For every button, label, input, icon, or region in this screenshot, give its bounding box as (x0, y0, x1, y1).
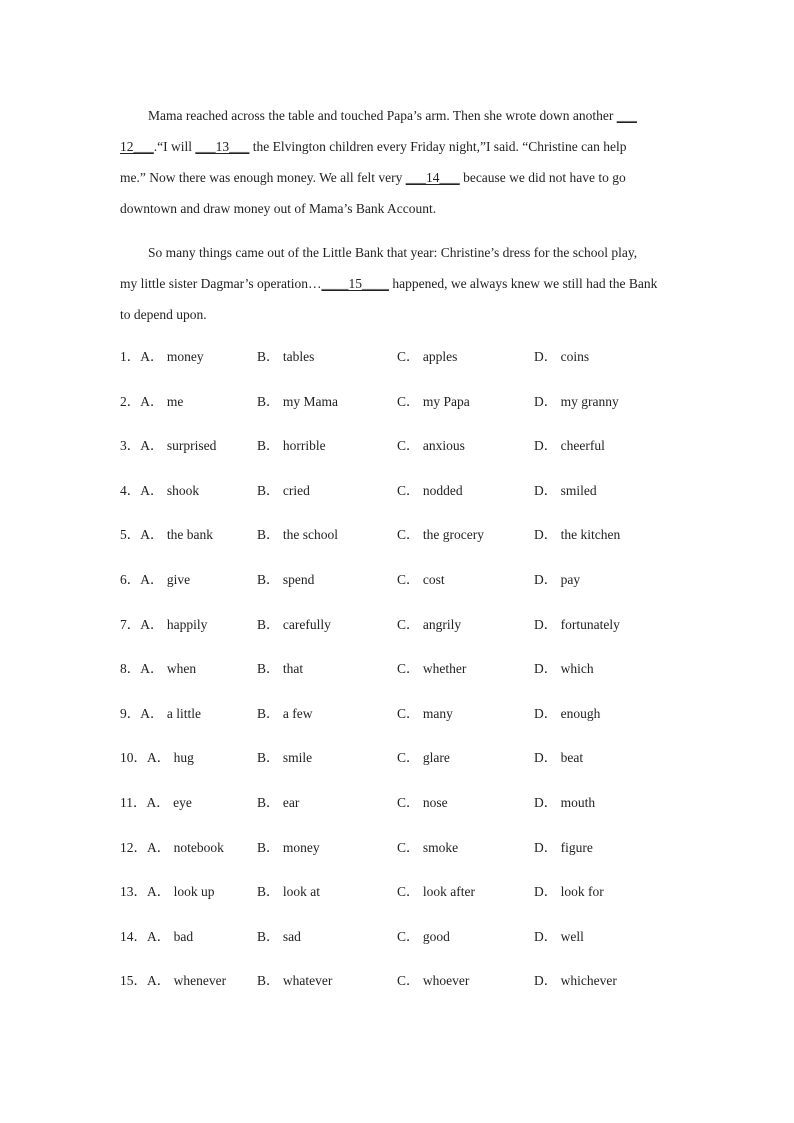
option-c: C． my Papa (397, 393, 470, 409)
option-d: D． cheerful (534, 438, 605, 454)
option-a: 9．A． a little (120, 705, 201, 721)
question-row (120, 925, 680, 970)
question-row (120, 390, 680, 435)
option-d: D． coins (534, 349, 590, 364)
option-d: D． which (534, 661, 594, 677)
option-d: D． fortunately (534, 616, 620, 632)
option-a: 11．A． eye (120, 794, 192, 810)
option-c: C． many (397, 705, 453, 721)
paragraph-line (120, 237, 672, 268)
option-a: 15．A． whenever (120, 973, 227, 989)
question-row (120, 880, 680, 925)
option-d: D． beat (534, 750, 584, 766)
question-row (120, 702, 680, 747)
passage-text: .“I will (153, 139, 196, 154)
option-b: B． a few (257, 705, 313, 721)
option-c: C． the grocery (397, 527, 484, 543)
question-row (120, 434, 680, 479)
option-d: D． whichever (534, 973, 617, 989)
option-a: 5．A． the bank (120, 527, 213, 543)
paragraph-line (120, 268, 672, 299)
option-d: D． smiled (534, 482, 597, 498)
option-a: 7．A． happily (120, 616, 208, 632)
option-c: C． angrily (397, 616, 462, 632)
option-c: C． nodded (397, 482, 463, 498)
option-a: 4．A． shook (120, 482, 200, 498)
option-b: B． the school (257, 527, 338, 543)
option-d: D． pay (534, 571, 581, 587)
option-c: C． anxious (397, 438, 465, 454)
passage-text: the Elvington children every Friday night,”I said. “Christine can help (249, 139, 627, 154)
blank-15: ____15____ (321, 276, 389, 291)
paragraph-2 (120, 237, 672, 330)
question-row (120, 613, 680, 658)
option-b: B． spend (257, 571, 315, 587)
option-d: D． the kitchen (534, 527, 621, 543)
question-row (120, 836, 680, 881)
blank-14: ___14___ (405, 170, 460, 185)
question-row (120, 345, 680, 390)
blank-12-start: ___ (616, 108, 637, 123)
paragraph-line (120, 299, 672, 330)
option-b: B． cried (257, 482, 310, 498)
option-b: B． tables (257, 349, 315, 364)
option-c: C． apples (397, 349, 458, 364)
option-d: D． enough (534, 705, 601, 721)
passage-text: my little sister Dagmar’s operation… (120, 276, 322, 291)
option-a: 14．A． bad (120, 928, 194, 944)
paragraph-line (120, 131, 672, 162)
option-d: D． figure (534, 839, 593, 855)
passage-text: So many things came out of the Little Bank that year: Christine’s dress for the school play, (148, 245, 638, 260)
option-b: B． carefully (257, 616, 331, 632)
question-row (120, 523, 680, 568)
option-a: 8．A． when (120, 661, 197, 677)
option-c: C． glare (397, 750, 450, 766)
option-c: C． smoke (397, 839, 459, 855)
reading-passage (120, 100, 672, 330)
option-d: D． my granny (534, 393, 619, 409)
option-d: D． well (534, 928, 584, 944)
option-a: 10．A． hug (120, 750, 194, 766)
blank-13: ___13___ (195, 139, 250, 154)
question-row (120, 479, 680, 524)
option-b: B． look at (257, 884, 320, 900)
blank-12: 12___ (120, 139, 154, 154)
option-c: C． whoever (397, 973, 470, 989)
option-b: B． that (257, 661, 304, 677)
option-c: C． whether (397, 661, 467, 677)
option-b: B． ear (257, 794, 300, 810)
passage-text: happened, we always knew we still had the Bank (388, 276, 658, 291)
option-b: B． smile (257, 750, 313, 766)
paragraph-1 (120, 100, 672, 224)
option-d: D． look for (534, 884, 604, 900)
option-c: C． good (397, 928, 450, 944)
paragraph-line (120, 193, 672, 224)
question-row (120, 568, 680, 613)
option-b: B． my Mama (257, 393, 338, 409)
option-a: 1．A． money (120, 349, 204, 364)
passage-text: to depend upon. (120, 307, 207, 322)
option-c: C． nose (397, 794, 448, 810)
option-b: B． horrible (257, 438, 326, 454)
option-a: 13．A． look up (120, 884, 215, 900)
passage-text: because we did not have to go (459, 170, 626, 185)
passage-text: me.” Now there was enough money. We all felt very (120, 170, 406, 185)
option-c: C． cost (397, 571, 445, 587)
question-row (120, 969, 680, 1014)
question-row (120, 657, 680, 702)
option-b: B． money (257, 839, 320, 855)
passage-text: Mama reached across the table and touched Papa’s arm. Then she wrote down another (148, 108, 617, 123)
option-a: 2．A． me (120, 393, 184, 409)
option-a: 12．A． notebook (120, 839, 224, 855)
paragraph-line (120, 100, 672, 131)
option-a: 6．A． give (120, 571, 191, 587)
question-row (120, 746, 680, 791)
option-a: 3．A． surprised (120, 438, 217, 454)
passage-text: downtown and draw money out of Mama’s Bank Account. (120, 201, 437, 216)
option-b: B． whatever (257, 973, 333, 989)
option-b: B． sad (257, 928, 301, 944)
paragraph-line (120, 162, 672, 193)
option-c: C． look after (397, 884, 475, 900)
answer-options (120, 345, 680, 1014)
option-d: D． mouth (534, 794, 596, 810)
question-row (120, 791, 680, 836)
